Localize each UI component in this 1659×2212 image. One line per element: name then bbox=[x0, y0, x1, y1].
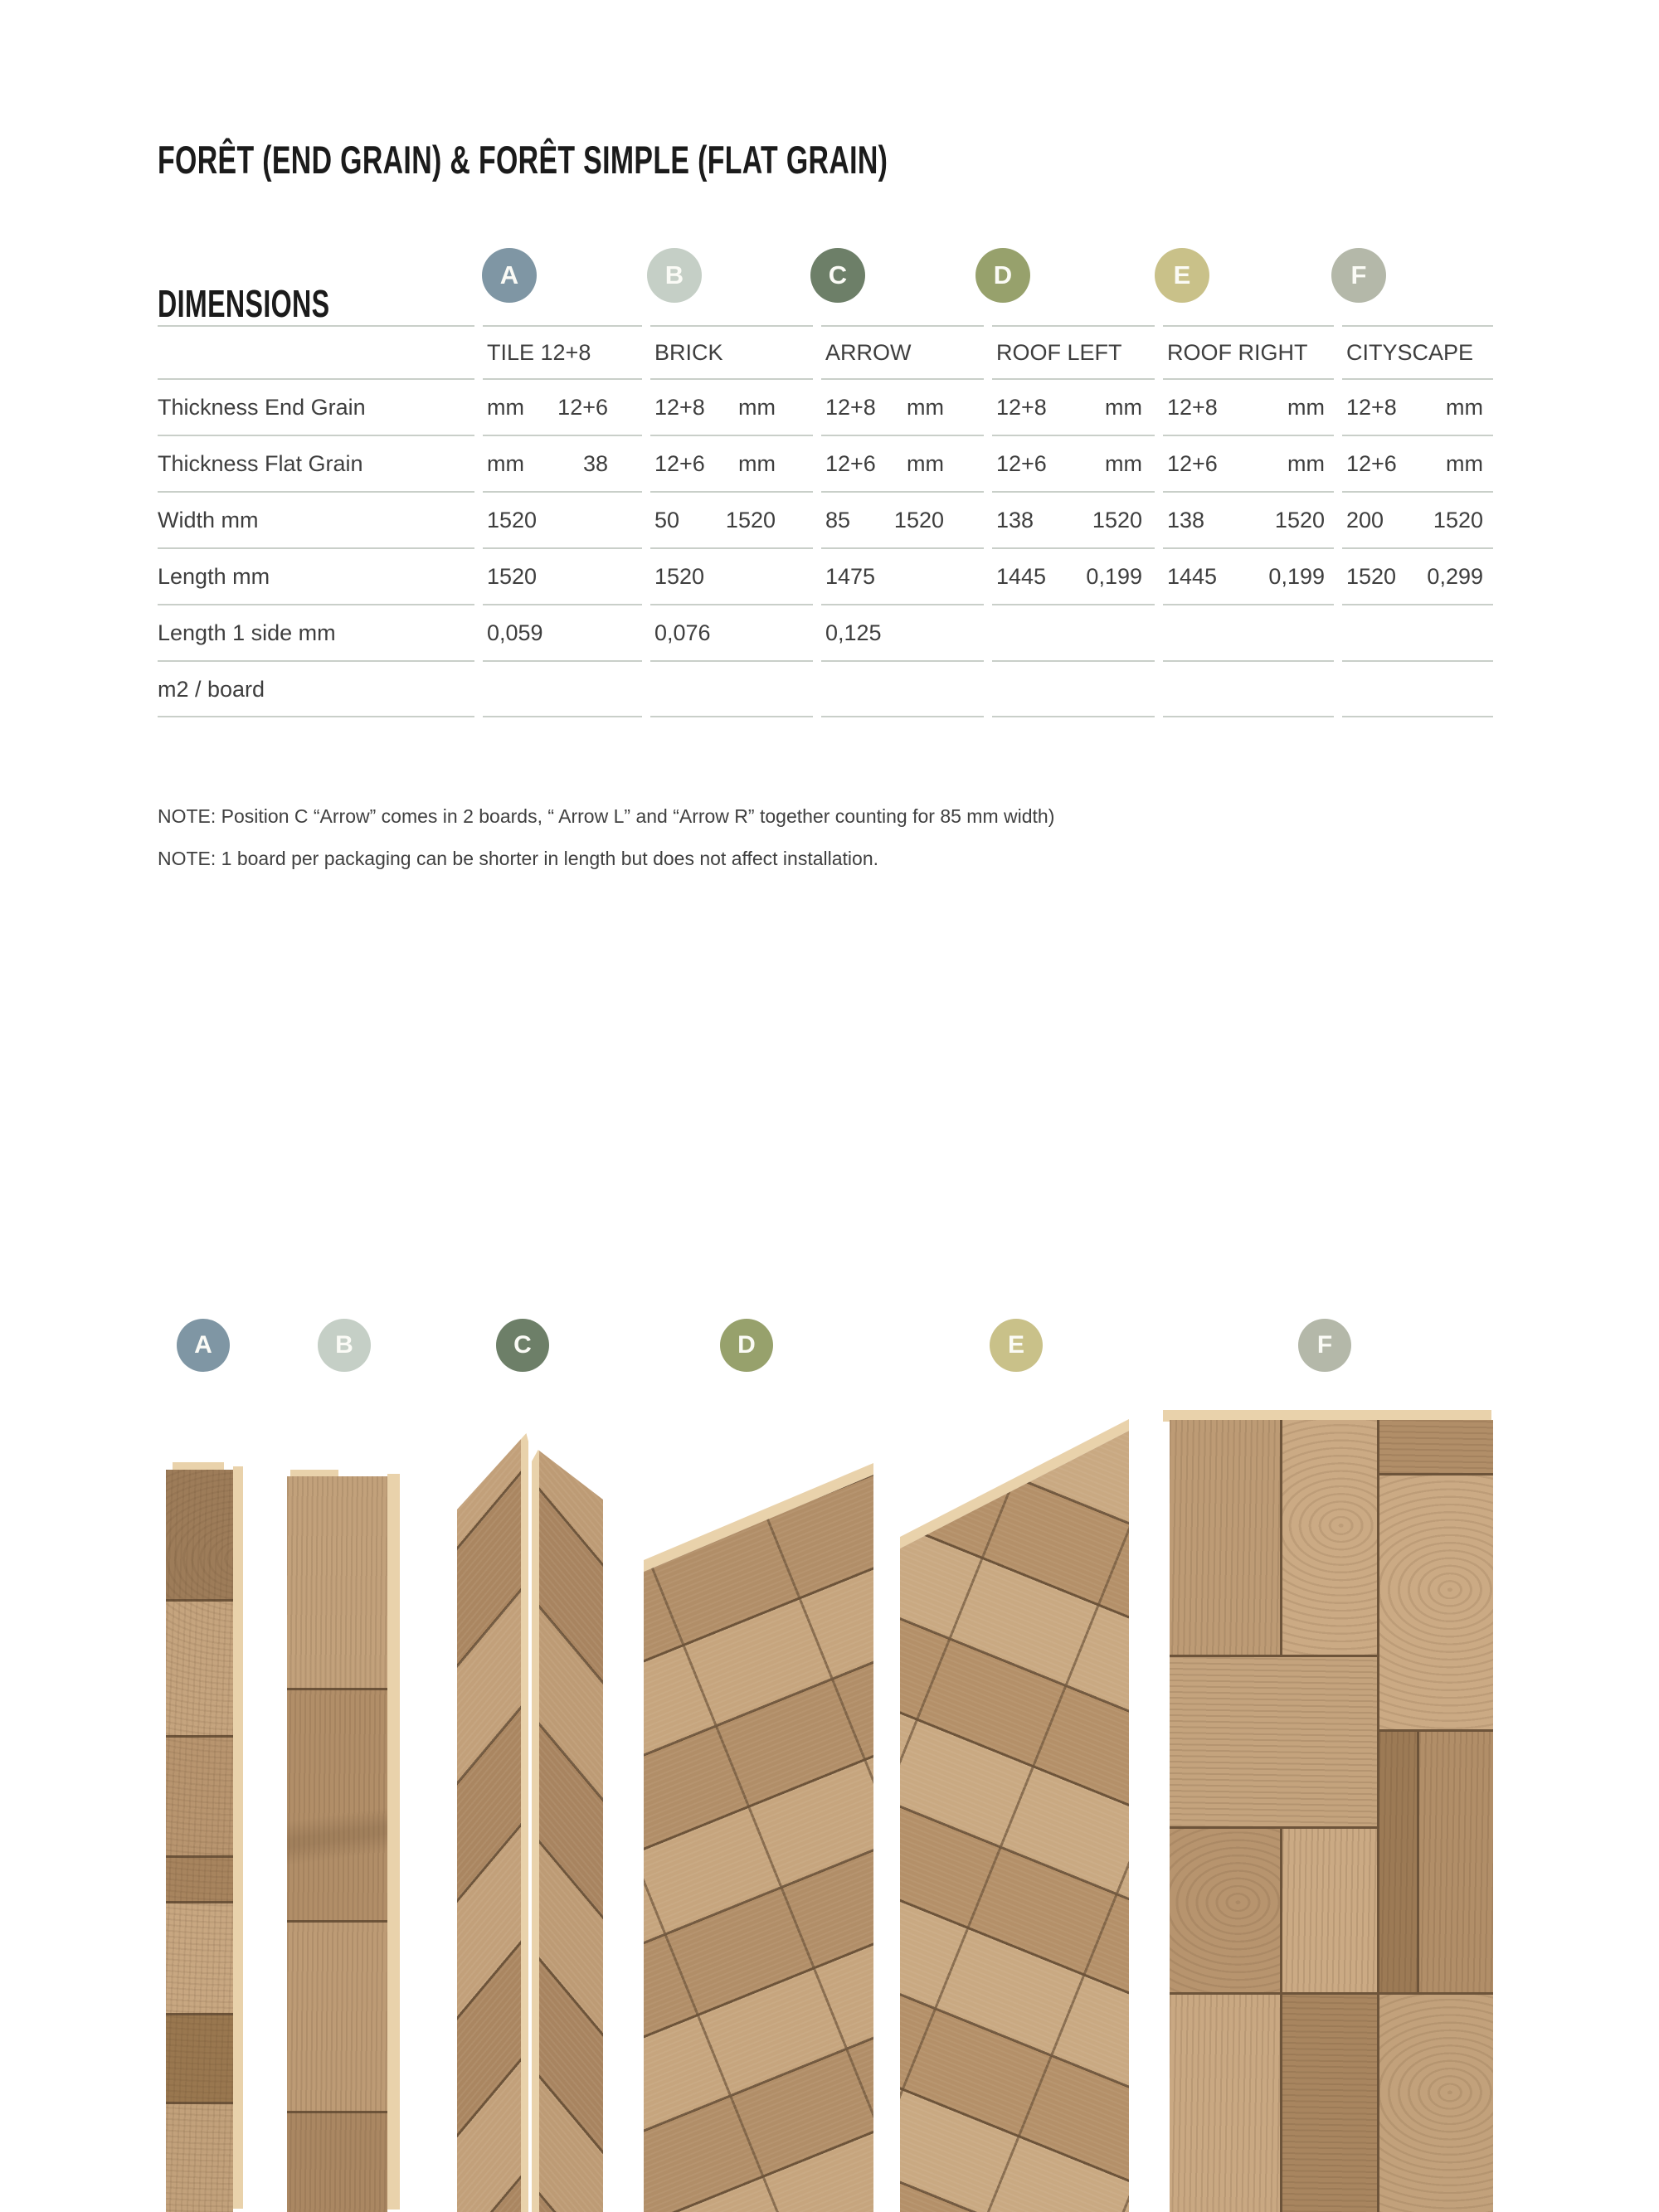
roof-right-board-image bbox=[900, 1431, 1129, 2212]
dimension-cell: 200 1520 bbox=[1342, 491, 1493, 547]
pattern-badge-c bbox=[496, 1319, 549, 1372]
dimension-cell: 138 1520 bbox=[992, 491, 1155, 547]
dimension-cell: 12+6 mm bbox=[992, 435, 1155, 491]
column-header-tile: TILE 12+8 bbox=[483, 325, 642, 378]
section-heading: DIMENSIONS bbox=[158, 282, 330, 326]
dimension-cell bbox=[1342, 660, 1493, 717]
dimension-cell bbox=[992, 604, 1155, 660]
dimension-cell: 12+6 mm bbox=[650, 435, 813, 491]
dimension-cell bbox=[483, 660, 642, 717]
arrow-right-board-image bbox=[532, 1450, 603, 2212]
badge-letter: C bbox=[513, 1331, 532, 1359]
table-row-thickness-end-grain bbox=[158, 378, 1493, 435]
badge-letter: B bbox=[664, 260, 684, 289]
badge-letter: A bbox=[194, 1331, 212, 1359]
dimension-cell: mm 38 bbox=[483, 435, 642, 491]
dimension-cell: 1520 0,299 bbox=[1342, 547, 1493, 604]
cityscape-block bbox=[1282, 1829, 1377, 1992]
pattern-badge-f bbox=[1298, 1319, 1351, 1372]
badge-letter: D bbox=[993, 260, 1013, 289]
dimension-cell: 0,059 bbox=[483, 604, 642, 660]
dimension-cell bbox=[1163, 660, 1334, 717]
dimension-cell: 1520 bbox=[483, 491, 642, 547]
column-badge-a bbox=[482, 248, 537, 303]
cityscape-board-image bbox=[1170, 1420, 1493, 2212]
column-header-arrow: ARROW bbox=[821, 325, 984, 378]
table-row-length-1-side bbox=[158, 604, 1493, 660]
row-label: Length mm bbox=[158, 547, 474, 604]
row-label: Thickness Flat Grain bbox=[158, 435, 474, 491]
pattern-badge-e bbox=[990, 1319, 1043, 1372]
roof-left-board-image bbox=[644, 1475, 873, 2212]
pattern-badge-b bbox=[318, 1319, 371, 1372]
dimension-cell: 1475 bbox=[821, 547, 984, 604]
badge-letter: C bbox=[828, 260, 848, 289]
cityscape-block bbox=[1170, 1657, 1377, 1826]
brick-board-image bbox=[287, 1476, 387, 2212]
badge-letter: B bbox=[335, 1331, 353, 1359]
dimension-cell: 12+8 mm bbox=[821, 378, 984, 435]
table-row-m2-per-board bbox=[158, 660, 1493, 717]
cityscape-block bbox=[1379, 1420, 1493, 1473]
row-label: m2 / board bbox=[158, 660, 474, 717]
dimension-cell: 0,076 bbox=[650, 604, 813, 660]
cityscape-block bbox=[1170, 1420, 1280, 1655]
column-badge-c bbox=[810, 248, 865, 303]
column-header-brick: BRICK bbox=[650, 325, 813, 378]
badge-letter: A bbox=[499, 260, 519, 289]
dimension-cell bbox=[1342, 604, 1493, 660]
row-label: Length 1 side mm bbox=[158, 604, 474, 660]
column-header-roof-right: ROOF RIGHT bbox=[1163, 325, 1334, 378]
dimension-cell: 12+8 mm bbox=[1342, 378, 1493, 435]
column-badge-b bbox=[647, 248, 702, 303]
cityscape-block bbox=[1170, 1829, 1280, 1992]
tile-board-image bbox=[166, 1470, 233, 2212]
badge-letter: F bbox=[1350, 260, 1367, 289]
column-badge-e bbox=[1155, 248, 1209, 303]
dimension-cell bbox=[992, 660, 1155, 717]
pattern-badge-d bbox=[720, 1319, 773, 1372]
column-header-cityscape: CITYSCAPE bbox=[1342, 325, 1493, 378]
header-spacer bbox=[158, 325, 474, 378]
dimension-cell: 12+6 mm bbox=[1163, 435, 1334, 491]
dimension-cell: 138 1520 bbox=[1163, 491, 1334, 547]
cityscape-block bbox=[1379, 1732, 1417, 1992]
dimension-cell: 0,125 bbox=[821, 604, 984, 660]
dimension-cell: 85 1520 bbox=[821, 491, 984, 547]
dimension-cell: 12+6 mm bbox=[1342, 435, 1493, 491]
dimension-cell: 12+8 mm bbox=[650, 378, 813, 435]
badge-letter: F bbox=[1316, 1331, 1333, 1359]
badge-letter: E bbox=[1007, 1331, 1024, 1359]
dimension-cell: 1520 bbox=[483, 547, 642, 604]
page-title: FORÊT (END GRAIN) & FORÊT SIMPLE (FLAT GRAIN) bbox=[158, 138, 888, 182]
cityscape-block bbox=[1379, 1475, 1493, 1729]
badge-letter: D bbox=[737, 1331, 756, 1359]
pattern-gallery bbox=[0, 1410, 1659, 2212]
cityscape-block bbox=[1282, 1995, 1377, 2212]
note-board-length: NOTE: 1 board per packaging can be shorter in length but does not affect installation. bbox=[158, 848, 879, 869]
badge-letter: E bbox=[1173, 260, 1191, 289]
table-row-thickness-flat-grain bbox=[158, 435, 1493, 491]
dimension-cell bbox=[650, 660, 813, 717]
cityscape-block bbox=[1419, 1732, 1493, 1992]
table-row-width bbox=[158, 491, 1493, 547]
row-label: Width mm bbox=[158, 491, 474, 547]
note-arrow-boards: NOTE: Position C “Arrow” comes in 2 boards, “ Arrow L” and “Arrow R” together counting for 85 mm width) bbox=[158, 805, 1055, 827]
table-row-length bbox=[158, 547, 1493, 604]
dimension-cell: 12+8 mm bbox=[992, 378, 1155, 435]
row-label: Thickness End Grain bbox=[158, 378, 474, 435]
table-header-row bbox=[158, 325, 1493, 378]
dimension-cell bbox=[1163, 604, 1334, 660]
cityscape-block bbox=[1282, 1420, 1377, 1655]
dimension-cell: 1445 0,199 bbox=[992, 547, 1155, 604]
dimension-cell: 50 1520 bbox=[650, 491, 813, 547]
dimension-cell: mm 12+6 bbox=[483, 378, 642, 435]
column-header-roof-left: ROOF LEFT bbox=[992, 325, 1155, 378]
cityscape-block bbox=[1379, 1995, 1493, 2212]
dimensions-table bbox=[158, 325, 1493, 717]
dimension-cell: 12+8 mm bbox=[1163, 378, 1334, 435]
column-badge-d bbox=[975, 248, 1030, 303]
column-badge-f bbox=[1331, 248, 1386, 303]
pattern-badge-a bbox=[177, 1319, 230, 1372]
dimension-cell bbox=[821, 660, 984, 717]
arrow-left-board-image bbox=[457, 1433, 528, 2212]
dimension-cell: 1445 0,199 bbox=[1163, 547, 1334, 604]
dimension-cell: 1520 bbox=[650, 547, 813, 604]
cityscape-block bbox=[1170, 1995, 1280, 2212]
dimension-cell: 12+6 mm bbox=[821, 435, 984, 491]
